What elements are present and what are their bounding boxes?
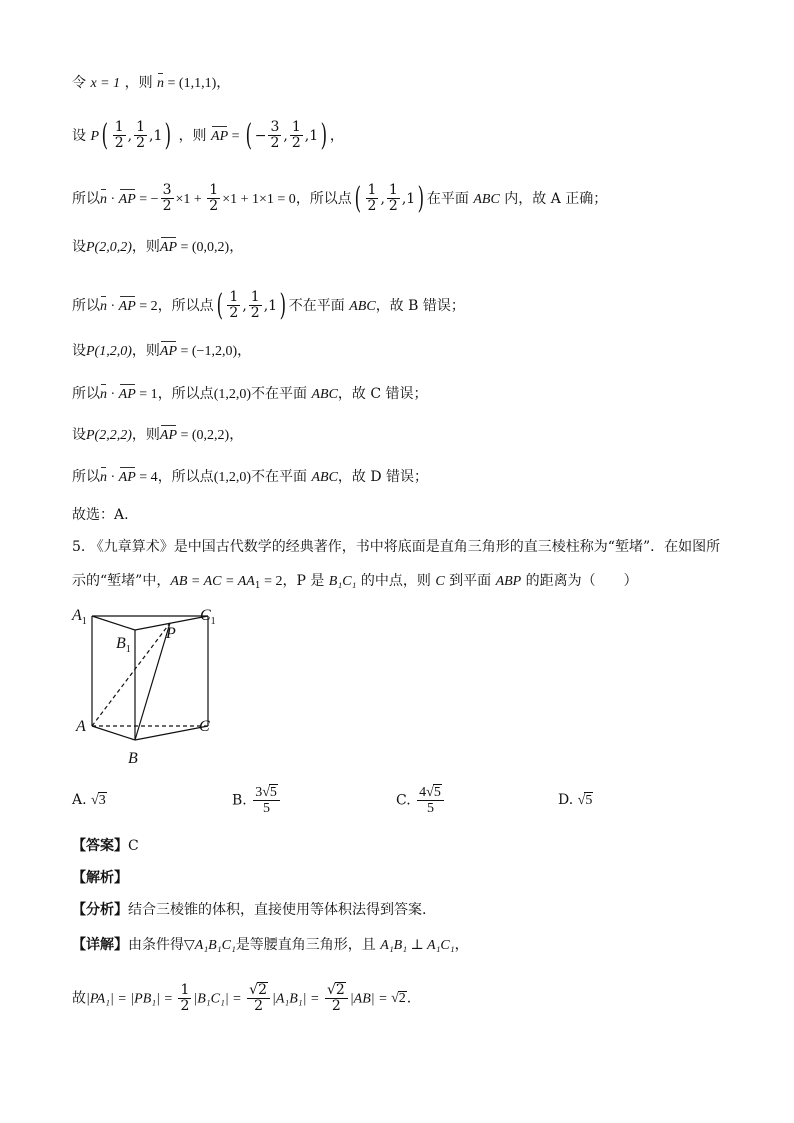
edge-a1b1 [92, 616, 135, 630]
xiangjie-line [72, 938, 469, 953]
option-letter: D. [558, 792, 574, 808]
solution-line-2: 设 P( $\frac{1}{2}$ , $\frac{1}{2}$ ,1) ，则 AP = ( − $\frac{3}{2}$ , $\frac{1}{2}$ ,1) ， [72, 117, 344, 153]
plane-abp: ABP [495, 574, 522, 589]
perpendicular-expr: A₁B₁ ⊥ A₁C₁ [380, 938, 455, 953]
fraction: $\frac{1}{2}$ [180, 981, 190, 1014]
fraction: $\frac{1}{2}$ [388, 182, 398, 215]
text: ，故 B 错误； [375, 297, 465, 314]
vector-n: n [157, 76, 165, 91]
text: 所以 [72, 297, 100, 314]
label-p: P [166, 625, 176, 642]
xiangjie-tag: 【详解】 [72, 937, 128, 953]
option-value: $\frac{3√5}{5}$ [253, 784, 280, 817]
fraction: $\frac{√2}{2}$ [325, 982, 348, 1015]
subscript: 1 [254, 581, 261, 591]
text: ，则 [131, 343, 160, 359]
text: 在平面 [426, 190, 474, 207]
text: ，则 [131, 427, 160, 443]
point-p: P [90, 128, 100, 144]
vector-ap: AP [118, 191, 136, 207]
text: ， [229, 239, 244, 255]
fraction: $\frac{1}{2}$ [367, 182, 377, 215]
text: 设 [72, 127, 86, 144]
fraction: $\frac{3}{2}$ [162, 182, 172, 215]
option-letter: A. [72, 792, 87, 808]
option-b[interactable] [232, 784, 282, 817]
solution-line-6 [72, 344, 251, 359]
choice-conclusion [72, 508, 129, 522]
option-letter: C. [396, 792, 411, 809]
vector-ap: AP [211, 128, 229, 144]
segment-b1c1: B₁C₁ [328, 574, 357, 589]
fraction: $\frac{1}{2}$ [250, 289, 260, 322]
option-letter: B. [232, 792, 247, 809]
vector-ap: AP [118, 387, 136, 402]
text: 所以 [72, 386, 100, 402]
dot-op: · [107, 191, 119, 207]
plane-abc: ABC [311, 387, 338, 402]
text: ，所以点 [157, 469, 214, 485]
option-value: √3 [91, 793, 106, 808]
math-expr: = (1,1,1) [164, 76, 217, 91]
point-c: C [435, 574, 445, 589]
problem-5-line-2 [72, 574, 638, 591]
vector-n: n [100, 470, 107, 485]
math-expr: √2 [391, 991, 406, 1007]
vector-ap: AP [159, 344, 177, 359]
text: 不在平面 [251, 386, 312, 402]
edge-ab [92, 726, 135, 740]
option-value: √5 [577, 793, 593, 808]
text: ，故 D 错误； [337, 469, 429, 485]
point-p: P(1,2,0) [86, 344, 132, 359]
text: ，所以点 [157, 386, 214, 402]
math-expr: = 1 [135, 387, 158, 402]
math-expr: = 4 [135, 470, 158, 485]
text: ， [216, 75, 231, 91]
dot-op: · [107, 387, 119, 402]
option-a[interactable] [72, 792, 107, 809]
condition: AB = AC = AA [170, 574, 255, 589]
label-b1: $B_1$ [116, 635, 131, 655]
math-expr: = (−1,2,0) [177, 344, 238, 359]
text: ，则 [178, 127, 207, 144]
answer-line [72, 839, 139, 853]
math-expr: |A₁B₁| = [271, 991, 323, 1007]
label-a: A [76, 718, 86, 735]
text: 设 [72, 343, 86, 359]
text: 所以 [72, 190, 100, 207]
text: 由条件得 [128, 937, 184, 953]
text: ， [229, 427, 244, 443]
solution-line-7 [72, 387, 428, 402]
fraction: $\frac{1}{2}$ [209, 182, 219, 215]
text: ，故 C 错误； [337, 386, 428, 402]
fenxi-text: 结合三棱锥的体积，直接使用等体积法得到答案. [128, 902, 427, 918]
option-c[interactable] [396, 784, 446, 817]
label-a1: $A_1$ [72, 607, 87, 627]
text: . [406, 990, 412, 1007]
text: 不在平面 [288, 297, 350, 314]
math-expr: |B₁C₁| = [193, 991, 246, 1007]
point: (1,2,0) [213, 387, 252, 402]
plane-abc: ABC [473, 191, 500, 207]
fraction: $\frac{3}{2}$ [270, 119, 280, 152]
fenxi-line [72, 903, 426, 917]
distance-line [72, 982, 411, 1015]
point-p: P(2,2,2) [86, 428, 132, 443]
prism-figure [70, 600, 230, 770]
math-expr: = (0,0,2) [177, 240, 230, 255]
math-expr: |AB| = [349, 991, 392, 1007]
problem-text: ，P 是 [282, 573, 329, 589]
solution-line-4 [72, 240, 243, 255]
fraction: $\frac{1}{2}$ [229, 289, 239, 322]
option-d[interactable] [558, 792, 593, 809]
math-expr: |PA₁| = |PB₁| = [86, 991, 177, 1007]
text: ，所以点 [295, 190, 352, 207]
analysis-header [72, 871, 128, 885]
text: ，则 [131, 239, 160, 255]
text: 设 [72, 427, 86, 443]
text: 所以 [72, 469, 100, 485]
solution-line-9 [72, 470, 428, 485]
plane-abc: ABC [311, 470, 338, 485]
label-c1: $C_1$ [200, 607, 216, 627]
text: ， [329, 127, 344, 144]
edge-bc [135, 726, 208, 740]
math-expr: = 2 [135, 298, 158, 314]
label-c: C [199, 718, 210, 735]
problem-text: 的距离为（ ） [521, 573, 638, 589]
text: ， [237, 343, 252, 359]
vector-n: n [100, 298, 107, 314]
text: 设 [72, 239, 86, 255]
math-expr: ×1 + 1×1 = 0 [222, 191, 296, 207]
text: 是等腰直角三角形，且 [235, 937, 381, 953]
text: 故选：A. [72, 507, 129, 523]
text: 令 [72, 75, 86, 91]
fraction: $\frac{√2}{2}$ [247, 982, 270, 1015]
math-expr: x = 1 [90, 76, 121, 91]
problem-text: 5. 《九章算术》是中国古代数学的经典著作，书中将底面是直角三角形的直三棱柱称为“堑堵”．在如图所 [72, 539, 721, 555]
math-expr: ×1 + [175, 191, 206, 207]
segment-ap-hidden [92, 623, 170, 726]
solution-line-3: 所以n · AP = − $\frac{3}{2}$ ×1 + $\frac{1}{2}$ ×1 + 1×1 = 0，所以点( $\frac{1}{2}$ , $\frac{1}{2}$ ,1) 在平面 ABC 内，故 A 正确； [72, 180, 608, 216]
fraction: $\frac{1}{2}$ [136, 119, 146, 152]
vector-n: n [100, 191, 107, 207]
dot-op: · [107, 470, 119, 485]
analysis-tag: 【解析】 [72, 870, 128, 886]
solution-line-1 [72, 76, 230, 91]
text: 内，故 A 正确； [499, 190, 608, 207]
text: ，所以点 [157, 297, 214, 314]
text: 故 [72, 990, 86, 1007]
math-expr: = [228, 128, 244, 144]
text: 不在平面 [251, 469, 312, 485]
vector-n: n [100, 387, 107, 402]
problem-5-line-1 [72, 540, 720, 554]
solution-line-8 [72, 428, 243, 443]
point-p: P(2,0,2) [86, 240, 132, 255]
segment-bp [135, 623, 170, 740]
fraction: $\frac{1}{2}$ [291, 119, 301, 152]
vector-ap: AP [118, 470, 136, 485]
math-expr: = − [135, 191, 159, 207]
text: ，则 [124, 75, 153, 91]
dot-op: · [107, 298, 119, 314]
point: (1,2,0) [213, 470, 252, 485]
vector-ap: AP [159, 428, 177, 443]
text: ， [454, 937, 469, 953]
fenxi-tag: 【分析】 [72, 902, 128, 918]
problem-text: 到平面 [444, 573, 496, 589]
option-value: $\frac{4√5}{5}$ [417, 784, 444, 817]
vector-ap: AP [118, 298, 136, 314]
label-b: B [128, 750, 138, 767]
answer-value: C [128, 838, 139, 854]
solution-line-5: 所以n · AP = 2，所以点( $\frac{1}{2}$ , $\frac{1}{2}$ ,1) 不在平面 ABC，故 B 错误； [72, 287, 465, 323]
problem-text: 示的“堑堵”中， [72, 573, 171, 589]
fraction: $\frac{1}{2}$ [114, 119, 124, 152]
answer-tag: 【答案】 [72, 838, 128, 854]
triangle-a1b1c1: ▽A₁B₁C₁ [184, 938, 236, 953]
math-expr: = (0,2,2) [177, 428, 230, 443]
vector-ap: AP [159, 240, 177, 255]
plane-abc: ABC [349, 298, 376, 314]
problem-text: 的中点，则 [356, 573, 436, 589]
condition: = 2 [260, 574, 283, 589]
